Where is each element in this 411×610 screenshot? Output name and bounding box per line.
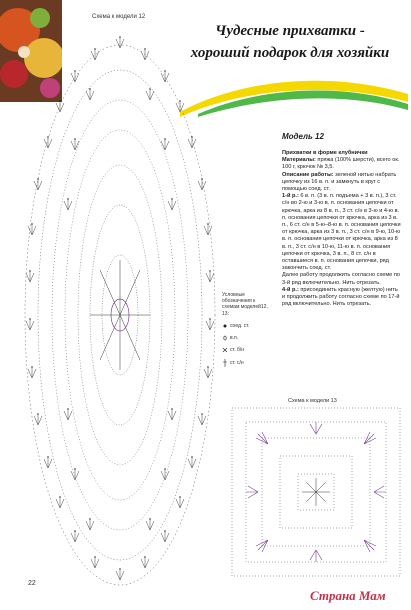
scheme-13-label: Схема к модели 13	[288, 398, 337, 404]
slip-stitch-icon	[222, 323, 228, 329]
title-line-1: Чудесные прихватки -	[215, 23, 365, 39]
scheme-12-label: Схема к модели 12	[92, 14, 146, 20]
scheme-13-diagram	[228, 404, 404, 580]
legend	[222, 292, 270, 373]
article-heading: Прихватки в форме клубнички	[282, 150, 368, 156]
row1-text: 6 в. п. (3 в. п. подъема + 3 в. п.), 3 ст. с/н во 2-ю и 3-ю в. п. основания цепочки от крючка, арка из 8 в. п., 3 ст. с/н в 3-ю и 4-ю в. п. основания цепочки от крючка, арка из 3 в. п., 6 ст. с/н в 5-ю–8-ю в. п. основания цепочки от крючка, арка из 3 в. п., 3 ст. с/н в 9-ю, 10-ю в. п. основания цепочки от крючка, арка из 8 в. п., 3 ст. с/н в 10-ю, 11-ю в. п. основания цепочки от крючка, 3 в. п., 8 ст. с/н в оставшиеся в. п. основания цепочки, ряд закончить соед. ст.	[282, 193, 401, 272]
page-number: 22	[28, 580, 36, 587]
description-label: Описание работы:	[282, 171, 334, 178]
single-crochet-icon	[222, 347, 228, 353]
legend-title: Условные обозначения к схемам моделей12, 13:	[222, 292, 268, 317]
legend-item	[222, 323, 270, 329]
legend-label: ст. с/н	[230, 360, 244, 367]
legend-label: ст. б/н	[230, 347, 245, 354]
scheme-12-diagram	[20, 20, 220, 590]
legend-item	[222, 359, 270, 367]
row1-label: 1-й р.:	[282, 193, 299, 200]
model-title: Модель 12	[282, 132, 324, 141]
row4-text: присоединить красную (желтую) нить и продолжить работу согласно схеме по 17-й ряд включительно. Нить отрезать.	[282, 286, 400, 308]
double-crochet-icon	[222, 359, 228, 367]
article-text	[282, 150, 402, 308]
description-text: зеленой нитью набрать цепочку из 16 в. п. и замкнуть в круг с помощью соед. ст.	[282, 171, 397, 193]
materials-label: Материалы:	[282, 157, 316, 164]
row4-label: 4-й р.:	[282, 286, 299, 293]
watermark: Страна Мам	[310, 588, 386, 603]
legend-label: в.п.	[230, 335, 239, 342]
legend-item	[222, 347, 270, 353]
legend-label: соед. ст.	[230, 322, 250, 329]
title-line-2: хороший подарок для хозяйки	[190, 45, 390, 61]
paragraph-2: Далее работу продолжить согласно схеме по 3-й ряд включительно. Нить отрезать.	[282, 272, 400, 286]
legend-item	[222, 335, 270, 341]
materials-text: пряжа (100% шерсти), всего ок. 100 г, крючок № 3,5.	[282, 157, 400, 171]
chain-stitch-icon	[222, 335, 228, 341]
